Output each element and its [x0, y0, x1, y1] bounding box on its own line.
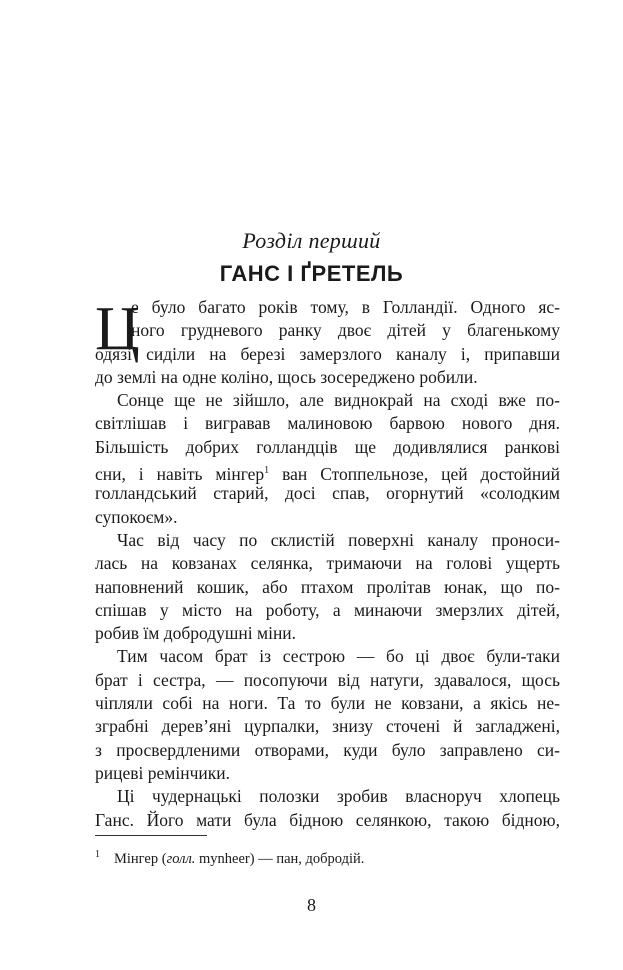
- text-line: брат і сестра, — посопуючи від натуги, здавалося, щось: [95, 669, 560, 690]
- text-line: наповнений кошик, або птахом пролітав юнак, що по-: [95, 576, 560, 597]
- text-line: голландський старий, досі спав, огорнутий «солодким: [95, 483, 560, 504]
- chapter-title: ГАНС І ҐРЕТЕЛЬ: [219, 261, 404, 286]
- paragraph-1: [95, 296, 560, 389]
- text-line: Ці чудернацькі полозки зробив власноруч хлопець: [117, 786, 560, 807]
- drop-cap: Ц: [95, 295, 140, 363]
- text-line: до землі на одне коліно, щось зосереджено робили.: [95, 366, 478, 387]
- text-line: Час від часу по склистій поверхні каналу проноси-: [117, 529, 560, 550]
- text-fragment: сни, і навіть мінгер: [95, 463, 265, 484]
- chapter-subtitle: Розділ перший: [242, 228, 381, 253]
- footnote-divider: [95, 835, 207, 836]
- text-line: Ганс. Його мати була бідною селянкою, такою бідною,: [95, 809, 560, 830]
- text-line: лась на ковзанах селянка, тримаючи на голові ущерть: [95, 553, 560, 574]
- text-line: зграбні дерев’яні цурпалки, знизу сточені й загладжені,: [95, 716, 560, 737]
- footnote: [95, 846, 560, 868]
- text-line: Більшість добрих голландців ще додивлялися ранкові: [95, 436, 560, 457]
- paragraph-2: [95, 389, 560, 529]
- page-number: 8: [307, 895, 316, 915]
- footnote-text: mynheer) — пан, добродій.: [195, 850, 365, 867]
- text-line: спішав у місто на роботу, а минаючи змерзлих дітей,: [95, 599, 560, 620]
- footnote-reference: 1: [264, 465, 270, 477]
- paragraph-3: [95, 529, 560, 645]
- body-text: [95, 296, 560, 832]
- paragraph-4: [95, 645, 560, 785]
- text-line: світлішав і вигравав малиновою барвою нового дня.: [95, 413, 560, 434]
- text-line: з просвердленими отворами, куди було заправлено си-: [95, 739, 560, 760]
- text-line: Тим часом брат із сестрою — бо ці двоє були-таки: [117, 646, 560, 667]
- footnote-lang: голл.: [166, 850, 196, 867]
- text-line: чіпляли собі на ноги. Та то були не ковзани, а якісь не-: [95, 693, 560, 714]
- text-line: робив їм добродушні міни.: [95, 623, 297, 644]
- text-fragment: ван Стоппельнозе, цей достойний: [282, 463, 561, 484]
- footnote-term: Мінгер (: [114, 850, 167, 867]
- text-line: рицеві ремінчики.: [95, 762, 230, 783]
- footnote-mark: 1: [95, 849, 100, 860]
- text-line: супокоєм».: [95, 506, 178, 527]
- text-line: одязі сиділи на березі замерзлого каналу і, припавши: [95, 343, 560, 364]
- paragraph-5: [95, 785, 560, 832]
- text-line: ного грудневого ранку двоє дітей у благенькому: [131, 320, 560, 341]
- text-line: Сонце ще не зійшло, але виднокрай на сході вже по-: [117, 390, 560, 411]
- text-line-with-footnote: [95, 459, 560, 482]
- text-line: е було багато років тому, в Голландії. Одного яс-: [131, 297, 560, 317]
